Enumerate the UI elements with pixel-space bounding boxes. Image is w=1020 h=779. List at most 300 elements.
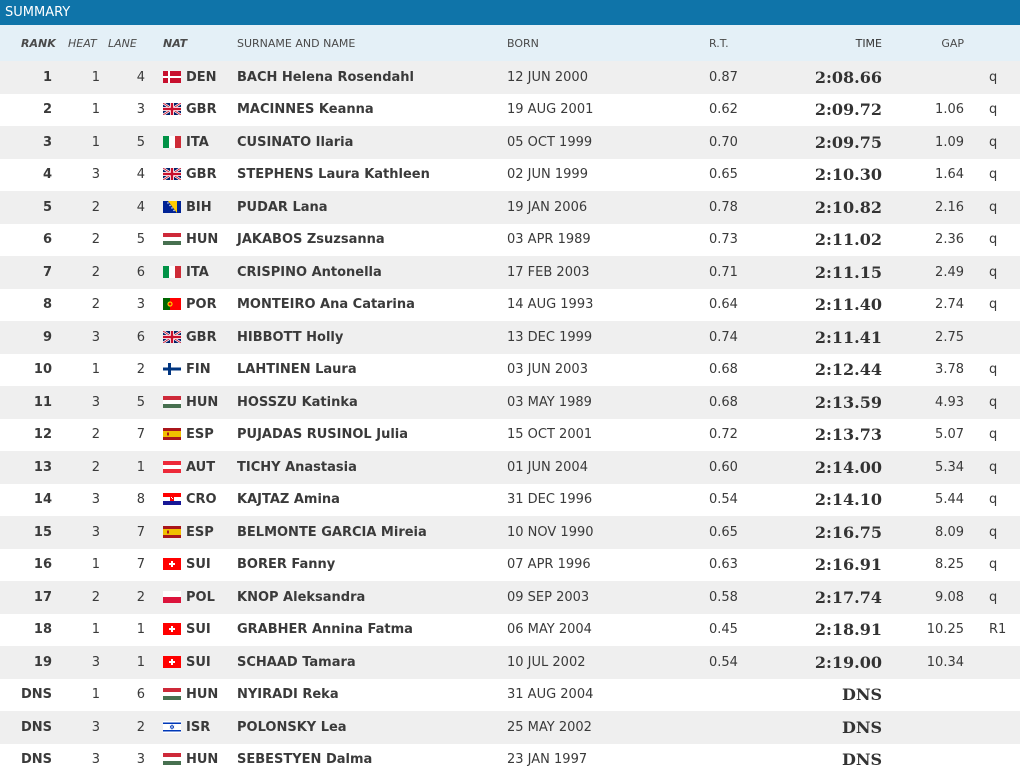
cell-heat: 1 — [91, 557, 100, 573]
flag-gbr-icon — [163, 168, 181, 180]
cell-heat: 2 — [91, 589, 100, 605]
cell-qualifier: q — [989, 199, 998, 215]
cell-lane: 5 — [136, 232, 145, 248]
cell-name[interactable]: BELMONTE GARCIA Mireia — [237, 524, 427, 540]
cell-rank: 14 — [33, 492, 52, 508]
cell-born: 03 JUN 2003 — [507, 362, 588, 378]
cell-name[interactable]: TICHY Anastasia — [237, 459, 357, 475]
flag-den-icon — [163, 71, 181, 83]
cell-rt: 0.68 — [709, 362, 738, 378]
flag-hun-icon — [163, 688, 181, 700]
cell-qualifier — [964, 744, 1020, 777]
table-row[interactable] — [0, 289, 1020, 322]
cell-lane: 6 — [136, 264, 145, 280]
cell-lane: 3 — [136, 102, 145, 118]
cell-name[interactable]: HOSSZU Katinka — [237, 394, 358, 410]
cell-qualifier: q — [989, 297, 998, 313]
table-row[interactable] — [0, 256, 1020, 289]
cell-lane: 8 — [136, 492, 145, 508]
nat-code: HUN — [186, 752, 219, 768]
col-rank[interactable]: RANK — [21, 36, 56, 50]
cell-time: 2:11.02 — [814, 230, 882, 250]
cell-lane: 2 — [136, 719, 145, 735]
cell-rank: 1 — [42, 69, 52, 85]
cell-gap — [882, 744, 964, 777]
cell-time: 2:19.00 — [814, 652, 882, 672]
cell-qualifier — [964, 711, 1020, 744]
cell-rank: 9 — [42, 329, 52, 345]
flag-hun-icon — [163, 753, 181, 765]
cell-heat: 3 — [91, 654, 100, 670]
cell-qualifier: q — [989, 427, 998, 443]
cell-rt: 0.64 — [709, 297, 738, 313]
nat-code: HUN — [186, 394, 219, 410]
cell-gap: 3.78 — [935, 362, 964, 378]
nat-code: HUN — [186, 232, 219, 248]
cell-rank: 2 — [42, 102, 52, 118]
cell-born: 13 DEC 1999 — [507, 329, 593, 345]
col-qualifier — [964, 25, 1020, 61]
cell-name[interactable]: KNOP Aleksandra — [237, 589, 366, 605]
cell-nat — [155, 94, 237, 127]
table-row[interactable] — [0, 646, 1020, 679]
cell-qualifier — [964, 321, 1020, 354]
cell-qualifier: q — [989, 264, 998, 280]
nat-code: GBR — [186, 329, 217, 345]
cell-born: 19 JAN 2006 — [507, 199, 588, 215]
cell-gap: 10.34 — [926, 654, 964, 670]
cell-name[interactable]: GRABHER Annina Fatma — [237, 622, 413, 638]
cell-rt: 0.68 — [709, 394, 738, 410]
cell-name[interactable]: KAJTAZ Amina — [237, 492, 340, 508]
cell-time: 2:12.44 — [814, 360, 882, 380]
cell-nat — [155, 61, 237, 94]
cell-time: 2:09.72 — [814, 100, 882, 120]
cell-qualifier: q — [989, 492, 998, 508]
nat-code: SUI — [186, 557, 211, 573]
cell-gap — [882, 679, 964, 712]
cell-nat — [155, 711, 237, 744]
cell-gap: 2.49 — [935, 264, 964, 280]
cell-name[interactable]: CUSINATO Ilaria — [237, 134, 354, 150]
cell-lane: 4 — [136, 167, 145, 183]
cell-born: 19 AUG 2001 — [507, 102, 594, 118]
cell-born: 07 APR 1996 — [507, 557, 591, 573]
table-row[interactable] — [0, 711, 1020, 744]
cell-nat — [155, 159, 237, 192]
flag-isr-icon — [163, 721, 181, 733]
flag-sui-icon — [163, 623, 181, 635]
flag-cro-icon — [163, 493, 181, 505]
cell-qualifier: q — [989, 557, 998, 573]
table-row[interactable] — [0, 224, 1020, 257]
cell-gap: 2.75 — [935, 329, 964, 345]
cell-born: 31 AUG 2004 — [507, 687, 594, 703]
nat-code: ESP — [186, 524, 214, 540]
cell-lane: 1 — [136, 459, 145, 475]
cell-rt — [709, 744, 787, 777]
nat-code: SUI — [186, 654, 211, 670]
nat-code: HUN — [186, 687, 219, 703]
cell-heat: 1 — [91, 69, 100, 85]
cell-heat: 3 — [91, 492, 100, 508]
cell-name[interactable]: CRISPINO Antonella — [237, 264, 382, 280]
flag-gbr-icon — [163, 103, 181, 115]
cell-name[interactable]: PUJADAS RUSINOL Julia — [237, 427, 409, 443]
cell-lane: 3 — [136, 752, 145, 768]
cell-heat: 2 — [91, 459, 100, 475]
cell-heat: 2 — [91, 297, 100, 313]
cell-time: 2:11.15 — [814, 262, 882, 282]
cell-gap: 2.74 — [935, 297, 964, 313]
cell-qualifier: q — [989, 134, 998, 150]
cell-rt: 0.58 — [709, 589, 738, 605]
cell-time: 2:13.73 — [814, 425, 882, 445]
cell-rank: 4 — [42, 167, 52, 183]
cell-rank: 15 — [33, 524, 52, 540]
flag-fin-icon — [163, 363, 181, 375]
cell-heat: 3 — [91, 719, 100, 735]
cell-rank: DNS — [20, 687, 52, 703]
cell-gap: 1.09 — [935, 134, 964, 150]
cell-nat — [155, 744, 237, 777]
cell-nat — [155, 484, 237, 517]
summary-header — [0, 0, 1020, 25]
cell-name[interactable]: BACH Helena Rosendahl — [237, 69, 414, 85]
cell-lane: 1 — [136, 622, 145, 638]
cell-name[interactable]: MACINNES Keanna — [237, 102, 374, 118]
cell-lane: 2 — [136, 362, 145, 378]
cell-rank: 3 — [42, 134, 52, 150]
cell-qualifier: q — [989, 167, 998, 183]
cell-time: 2:08.66 — [814, 67, 882, 87]
cell-rt: 0.72 — [709, 427, 738, 443]
flag-ita-icon — [163, 266, 181, 278]
flag-aut-icon — [163, 461, 181, 473]
cell-rank: 7 — [42, 264, 52, 280]
nat-code: ITA — [186, 134, 209, 150]
cell-gap: 5.07 — [935, 427, 964, 443]
cell-born: 10 JUL 2002 — [507, 654, 586, 670]
table-row[interactable] — [0, 614, 1020, 647]
cell-nat — [155, 289, 237, 322]
col-time[interactable]: TIME — [855, 36, 882, 50]
cell-lane: 3 — [136, 297, 145, 313]
cell-time: 2:13.59 — [814, 392, 882, 412]
cell-rt: 0.54 — [709, 654, 738, 670]
cell-rt: 0.65 — [709, 524, 738, 540]
table-row[interactable] — [0, 354, 1020, 387]
cell-time: 2:14.10 — [814, 490, 882, 510]
cell-gap: 8.09 — [935, 524, 964, 540]
nat-code: FIN — [186, 362, 211, 378]
cell-rt: 0.74 — [709, 329, 738, 345]
nat-code: ITA — [186, 264, 209, 280]
column-header-row — [0, 25, 1020, 61]
cell-lane: 7 — [136, 557, 145, 573]
cell-time: 2:11.41 — [814, 327, 882, 347]
cell-rank: 6 — [42, 232, 52, 248]
cell-rt: 0.45 — [709, 622, 738, 638]
cell-lane: 7 — [136, 524, 145, 540]
cell-born: 06 MAY 2004 — [507, 622, 592, 638]
flag-hun-icon — [163, 233, 181, 245]
flag-sui-icon — [163, 656, 181, 668]
cell-gap: 9.08 — [935, 589, 964, 605]
cell-name[interactable]: JAKABOS Zsuzsanna — [237, 232, 385, 248]
cell-name[interactable]: STEPHENS Laura Kathleen — [237, 167, 430, 183]
cell-rank: 13 — [33, 459, 52, 475]
cell-lane: 1 — [136, 654, 145, 670]
nat-code: DEN — [186, 69, 217, 85]
flag-ita-icon — [163, 136, 181, 148]
cell-born: 31 DEC 1996 — [507, 492, 593, 508]
nat-code: GBR — [186, 102, 217, 118]
table-row[interactable] — [0, 419, 1020, 452]
cell-rt: 0.70 — [709, 134, 738, 150]
cell-lane: 6 — [136, 687, 145, 703]
flag-gbr-icon — [163, 331, 181, 343]
cell-nat — [155, 321, 237, 354]
cell-time: 2:10.30 — [814, 165, 882, 185]
cell-rank: 5 — [42, 199, 52, 215]
nat-code: POL — [186, 589, 215, 605]
cell-born: 17 FEB 2003 — [507, 264, 590, 280]
cell-nat — [155, 419, 237, 452]
cell-rank: 16 — [33, 557, 52, 573]
table-row[interactable] — [0, 581, 1020, 614]
cell-rt: 0.87 — [709, 69, 738, 85]
cell-rt: 0.63 — [709, 557, 738, 573]
cell-born: 09 SEP 2003 — [507, 589, 590, 605]
flag-esp-icon — [163, 428, 181, 440]
cell-born: 14 AUG 1993 — [507, 297, 594, 313]
cell-nat — [155, 451, 237, 484]
cell-time: 2:16.75 — [814, 522, 882, 542]
cell-gap: 8.25 — [935, 557, 964, 573]
cell-nat — [155, 191, 237, 224]
nat-code: BIH — [186, 199, 212, 215]
cell-gap: 1.06 — [935, 102, 964, 118]
table-row[interactable] — [0, 451, 1020, 484]
cell-heat: 3 — [91, 329, 100, 345]
flag-por-icon — [163, 298, 181, 310]
table-row[interactable] — [0, 61, 1020, 94]
cell-time: 2:17.74 — [814, 587, 882, 607]
table-row[interactable] — [0, 191, 1020, 224]
cell-nat — [155, 386, 237, 419]
cell-rank: DNS — [20, 752, 52, 768]
cell-time: DNS — [841, 685, 882, 705]
cell-rt: 0.71 — [709, 264, 738, 280]
cell-nat — [155, 679, 237, 712]
cell-qualifier: q — [989, 69, 998, 85]
table-row[interactable] — [0, 94, 1020, 127]
cell-heat: 2 — [91, 427, 100, 443]
cell-time: 2:16.91 — [814, 555, 882, 575]
cell-lane: 5 — [136, 394, 145, 410]
cell-name[interactable]: POLONSKY Lea — [237, 719, 347, 735]
cell-born: 25 MAY 2002 — [507, 719, 592, 735]
cell-time: 2:09.75 — [814, 132, 882, 152]
cell-rank: 10 — [33, 362, 52, 378]
cell-qualifier: q — [989, 524, 998, 540]
cell-time: 2:18.91 — [814, 620, 882, 640]
cell-rank: 12 — [33, 427, 52, 443]
col-heat[interactable]: HEAT — [68, 36, 97, 50]
table-row[interactable] — [0, 386, 1020, 419]
col-gap[interactable]: GAP — [941, 36, 964, 50]
cell-qualifier: q — [989, 394, 998, 410]
cell-lane: 2 — [136, 589, 145, 605]
cell-name[interactable]: NYIRADI Reka — [237, 687, 339, 703]
col-name[interactable]: SURNAME AND NAME — [237, 36, 356, 50]
cell-lane: 4 — [136, 69, 145, 85]
cell-qualifier: q — [989, 589, 998, 605]
flag-bih-icon — [163, 201, 181, 213]
cell-heat: 1 — [91, 134, 100, 150]
cell-qualifier: R1 — [989, 622, 1007, 638]
table-row[interactable] — [0, 321, 1020, 354]
cell-heat: 3 — [91, 167, 100, 183]
cell-rank: 18 — [33, 622, 52, 638]
cell-heat: 2 — [91, 264, 100, 280]
cell-heat: 2 — [91, 199, 100, 215]
col-nat[interactable]: NAT — [163, 36, 188, 50]
table-row[interactable] — [0, 679, 1020, 712]
col-born[interactable]: BORN — [507, 36, 539, 50]
cell-nat — [155, 581, 237, 614]
cell-lane: 5 — [136, 134, 145, 150]
cell-lane: 7 — [136, 427, 145, 443]
cell-gap: 2.16 — [935, 199, 964, 215]
cell-gap — [882, 711, 964, 744]
cell-qualifier: q — [989, 232, 998, 248]
nat-code: SUI — [186, 622, 211, 638]
cell-time: DNS — [841, 750, 882, 770]
nat-code: POR — [186, 297, 217, 313]
cell-gap: 5.34 — [935, 459, 964, 475]
cell-time: DNS — [841, 717, 882, 737]
cell-heat: 1 — [91, 362, 100, 378]
flag-pol-icon — [163, 591, 181, 603]
table-row[interactable] — [0, 744, 1020, 777]
cell-rt: 0.78 — [709, 199, 738, 215]
table-row[interactable] — [0, 484, 1020, 517]
table-row[interactable] — [0, 126, 1020, 159]
cell-time: 2:11.40 — [814, 295, 882, 315]
cell-born: 03 APR 1989 — [507, 232, 591, 248]
cell-qualifier — [964, 679, 1020, 712]
cell-rt — [709, 679, 787, 712]
col-rt[interactable]: R.T. — [709, 36, 729, 50]
cell-name[interactable]: SCHAAD Tamara — [237, 654, 356, 670]
cell-rt: 0.73 — [709, 232, 738, 248]
cell-rank: 19 — [33, 654, 52, 670]
cell-born: 02 JUN 1999 — [507, 167, 588, 183]
cell-nat — [155, 126, 237, 159]
flag-esp-icon — [163, 526, 181, 538]
cell-gap: 1.64 — [935, 167, 964, 183]
cell-gap: 2.36 — [935, 232, 964, 248]
cell-lane: 6 — [136, 329, 145, 345]
cell-rank: 11 — [33, 394, 52, 410]
cell-born: 03 MAY 1989 — [507, 394, 592, 410]
table-row[interactable] — [0, 159, 1020, 192]
cell-born: 10 NOV 1990 — [507, 524, 594, 540]
cell-name[interactable]: MONTEIRO Ana Catarina — [237, 297, 415, 313]
cell-nat — [155, 549, 237, 582]
cell-heat: 3 — [91, 752, 100, 768]
cell-time: 2:10.82 — [814, 197, 882, 217]
nat-code: GBR — [186, 167, 217, 183]
nat-code: AUT — [186, 459, 216, 475]
cell-name[interactable]: HIBBOTT Holly — [237, 329, 344, 345]
cell-gap — [882, 61, 964, 94]
flag-sui-icon — [163, 558, 181, 570]
cell-rt — [709, 711, 787, 744]
cell-qualifier: q — [989, 459, 998, 475]
cell-rt: 0.62 — [709, 102, 738, 118]
cell-qualifier: q — [989, 362, 998, 378]
cell-rank: 8 — [42, 297, 52, 313]
cell-gap: 4.93 — [935, 394, 964, 410]
flag-hun-icon — [163, 396, 181, 408]
cell-rank: 17 — [33, 589, 52, 605]
nat-code: ISR — [186, 719, 211, 735]
table-row[interactable] — [0, 516, 1020, 549]
cell-heat: 2 — [91, 232, 100, 248]
cell-rank: DNS — [20, 719, 52, 735]
cell-name[interactable]: SEBESTYEN Dalma — [237, 752, 373, 768]
results-table — [0, 25, 1020, 776]
cell-qualifier: q — [989, 102, 998, 118]
cell-heat: 1 — [91, 687, 100, 703]
cell-nat — [155, 224, 237, 257]
cell-nat — [155, 256, 237, 289]
cell-lane: 4 — [136, 199, 145, 215]
summary-title: SUMMARY — [5, 5, 71, 20]
cell-born: 05 OCT 1999 — [507, 134, 593, 150]
cell-nat — [155, 516, 237, 549]
cell-name[interactable]: LAHTINEN Laura — [237, 362, 357, 378]
cell-born: 15 OCT 2001 — [507, 427, 593, 443]
table-row[interactable] — [0, 549, 1020, 582]
cell-qualifier — [964, 646, 1020, 679]
cell-time: 2:14.00 — [814, 457, 882, 477]
cell-name[interactable]: BORER Fanny — [237, 557, 336, 573]
col-lane[interactable]: LANE — [108, 36, 137, 50]
cell-rt: 0.65 — [709, 167, 738, 183]
cell-rt: 0.60 — [709, 459, 738, 475]
cell-heat: 3 — [91, 524, 100, 540]
cell-nat — [155, 354, 237, 387]
cell-nat — [155, 614, 237, 647]
nat-code: CRO — [186, 492, 217, 508]
cell-born: 12 JUN 2000 — [507, 69, 588, 85]
cell-born: 01 JUN 2004 — [507, 459, 588, 475]
cell-gap: 5.44 — [935, 492, 964, 508]
cell-name[interactable]: PUDAR Lana — [237, 199, 328, 215]
cell-heat: 3 — [91, 394, 100, 410]
cell-rt: 0.54 — [709, 492, 738, 508]
nat-code: ESP — [186, 427, 214, 443]
cell-nat — [155, 646, 237, 679]
cell-heat: 1 — [91, 102, 100, 118]
cell-born: 23 JAN 1997 — [507, 752, 588, 768]
cell-heat: 1 — [91, 622, 100, 638]
cell-gap: 10.25 — [926, 622, 964, 638]
